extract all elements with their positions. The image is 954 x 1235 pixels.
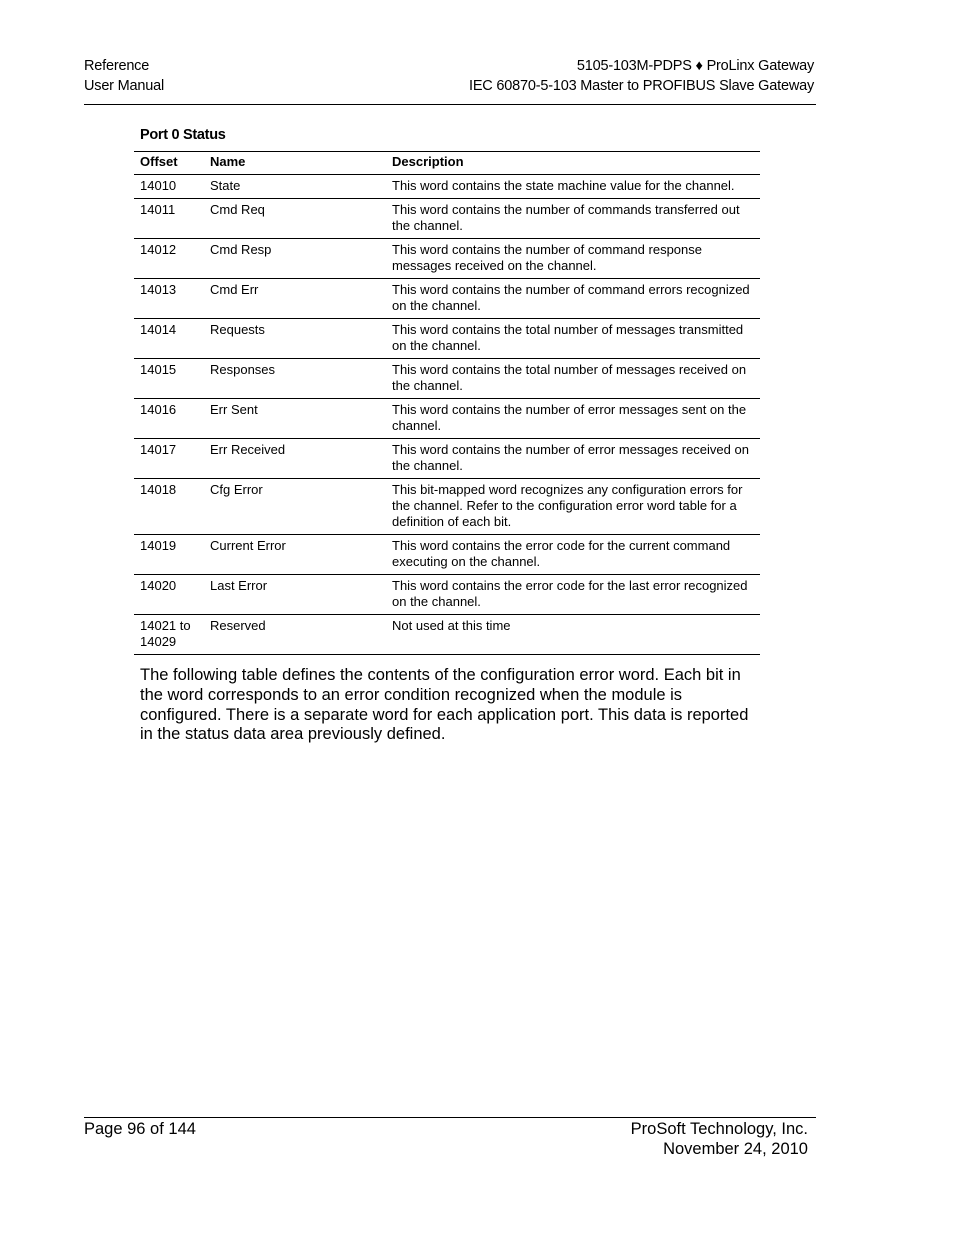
body-paragraph: The following table defines the contents of the configuration error word. Each bit in the word corresponds to an error condition recognized when the module is configured. There is a separate word for each application port. This data is reported in the status data area previously defined. [140,666,749,744]
name-cell: Err Received [204,439,386,479]
name-cell: State [204,175,386,199]
column-header-description: Description [386,152,760,175]
offset-cell: 14018 [134,479,204,535]
table-row [134,359,760,399]
offset-cell: 14017 [134,439,204,479]
table-row [134,535,760,575]
table-row [134,439,760,479]
table-row [134,615,760,655]
table-row [134,319,760,359]
header-doc-type: User Manual [84,77,164,94]
offset-cell: 14013 [134,279,204,319]
offset-cell: 14014 [134,319,204,359]
table-row [134,479,760,535]
name-cell: Last Error [204,575,386,615]
offset-cell: 14012 [134,239,204,279]
description-cell: This word contains the error code for the current command executing on the channel. [386,535,760,575]
name-cell: Cmd Resp [204,239,386,279]
section-title: Port 0 Status [140,127,226,143]
table-row [134,239,760,279]
offset-cell: 14020 [134,575,204,615]
description-cell: Not used at this time [386,615,760,655]
offset-cell: 14016 [134,399,204,439]
description-cell: This word contains the number of error messages received on the channel. [386,439,760,479]
offset-cell: 14019 [134,535,204,575]
description-cell: This bit-mapped word recognizes any configuration errors for the channel. Refer to the configuration error word table for a definition of each bit. [386,479,760,535]
table-row [134,175,760,199]
column-header-offset: Offset [134,152,204,175]
offset-cell: 14015 [134,359,204,399]
footer-right [631,1120,808,1160]
offset-cell: 14011 [134,199,204,239]
table-row [134,199,760,239]
offset-cell: 14010 [134,175,204,199]
description-cell: This word contains the state machine value for the channel. [386,175,760,199]
header-subtitle: IEC 60870-5-103 Master to PROFIBUS Slave Gateway [469,77,814,94]
port-status-table [134,151,760,655]
offset-cell: 14021 to 14029 [134,615,204,655]
table-body [134,175,760,655]
name-cell: Err Sent [204,399,386,439]
column-header-name: Name [204,152,386,175]
name-cell: Cfg Error [204,479,386,535]
footer-date: November 24, 2010 [663,1139,808,1158]
description-cell: This word contains the number of error messages sent on the channel. [386,399,760,439]
header-product: 5105-103M-PDPS ♦ ProLinx Gateway [576,58,814,74]
page-number: Page 96 of 144 [84,1120,196,1138]
header-section: Reference [84,58,150,74]
table-header-row [134,152,760,175]
description-cell: This word contains the total number of messages transmitted on the channel. [386,319,760,359]
table-row [134,279,760,319]
name-cell: Reserved [204,615,386,655]
name-cell: Requests [204,319,386,359]
name-cell: Cmd Err [204,279,386,319]
table-row [134,575,760,615]
running-header-left [84,57,164,96]
name-cell: Cmd Req [204,199,386,239]
table-row [134,399,760,439]
footer-divider [84,1117,816,1118]
description-cell: This word contains the number of command errors recognized on the channel. [386,279,760,319]
description-cell: This word contains the number of command response messages received on the channel. [386,239,760,279]
running-header-right [469,57,814,96]
header-divider [84,104,816,105]
name-cell: Current Error [204,535,386,575]
name-cell: Responses [204,359,386,399]
description-cell: This word contains the number of commands transferred out the channel. [386,199,760,239]
description-cell: This word contains the error code for the last error recognized on the channel. [386,575,760,615]
footer-company: ProSoft Technology, Inc. [630,1120,808,1138]
description-cell: This word contains the total number of messages received on the channel. [386,359,760,399]
